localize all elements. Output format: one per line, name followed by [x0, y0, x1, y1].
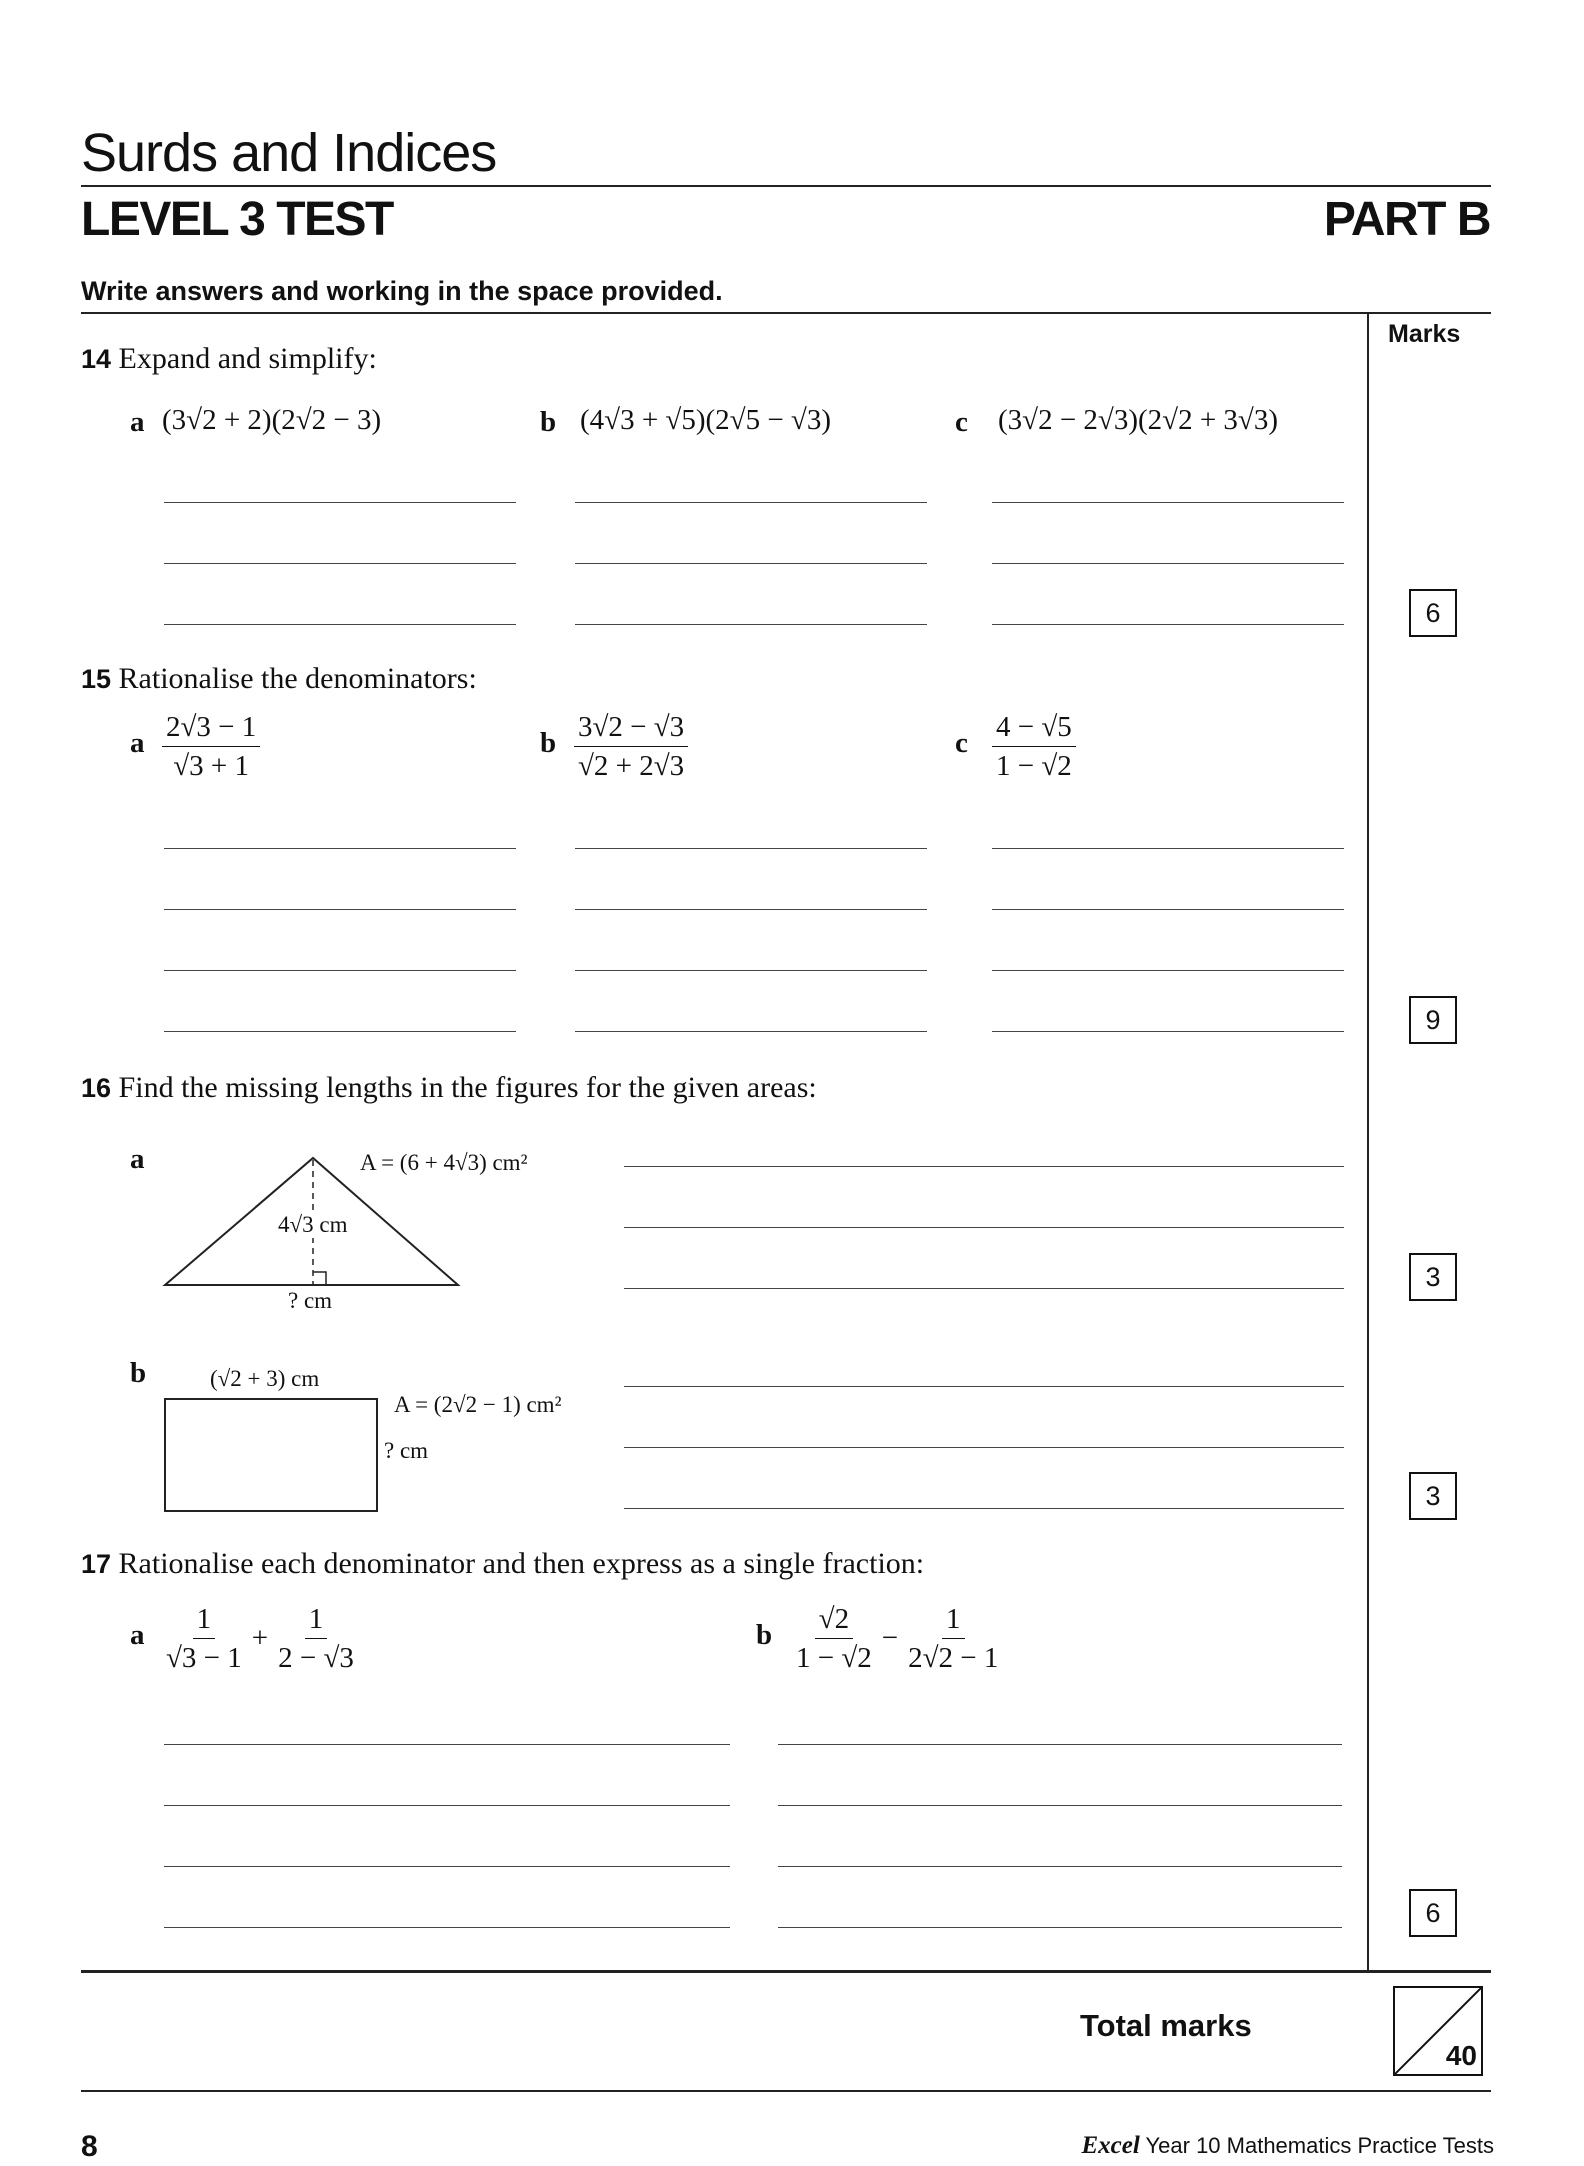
instruction-rule	[81, 312, 1491, 314]
answer-line[interactable]	[575, 563, 927, 564]
question-text: Expand and simplify:	[118, 342, 377, 375]
question-number: 14	[81, 344, 112, 374]
part-label-a: a	[130, 727, 145, 759]
part-label-a: a	[130, 406, 145, 438]
question-15	[81, 662, 477, 696]
answer-line[interactable]	[992, 1031, 1344, 1032]
operator: +	[251, 1622, 269, 1654]
numerator: 1	[193, 1600, 216, 1639]
answer-line[interactable]	[164, 970, 516, 971]
part-label-b: b	[540, 727, 557, 759]
topic-title: Surds and Indices	[81, 123, 497, 183]
fraction	[274, 1600, 358, 1677]
answer-line[interactable]	[575, 502, 927, 503]
answer-line[interactable]	[575, 1031, 927, 1032]
total-bottom-rule	[81, 2090, 1491, 2092]
answer-line[interactable]	[575, 848, 927, 849]
total-marks-box	[1393, 1986, 1483, 2076]
part-label-a: a	[130, 1143, 145, 1175]
answer-line[interactable]	[992, 909, 1344, 910]
question-text: Rationalise the denominators:	[118, 662, 477, 695]
answer-line[interactable]	[624, 1288, 1344, 1289]
answer-line[interactable]	[992, 563, 1344, 564]
denominator: 2 − √3	[278, 1642, 354, 1674]
question-number: 15	[81, 664, 112, 694]
answer-line[interactable]	[778, 1744, 1342, 1745]
answer-line[interactable]	[992, 970, 1344, 971]
part-label-a: a	[130, 1619, 145, 1651]
answer-line[interactable]	[624, 1166, 1344, 1167]
answer-line[interactable]	[992, 502, 1344, 503]
test-level-title: LEVEL 3 TEST	[81, 193, 393, 246]
part-label-c: c	[955, 406, 968, 438]
numerator: 3√2 − √3	[574, 708, 688, 747]
fraction-15a	[162, 708, 260, 785]
triangle-height-label: 4√3 cm	[278, 1212, 348, 1237]
marks-box-16b: 3	[1409, 1472, 1457, 1520]
header-rule	[81, 185, 1491, 187]
answer-line[interactable]	[164, 909, 516, 910]
answer-line[interactable]	[778, 1927, 1342, 1928]
denominator: 1 − √2	[996, 750, 1072, 782]
answer-line[interactable]	[778, 1805, 1342, 1806]
expression-14c: (3√2 − 2√3)(2√2 + 3√3)	[998, 404, 1279, 436]
denominator: 1 − √2	[796, 1642, 872, 1674]
marks-box-17: 6	[1409, 1889, 1457, 1937]
denominator: √3 + 1	[173, 750, 250, 782]
question-16	[81, 1071, 817, 1105]
marks-box-16a: 3	[1409, 1253, 1457, 1301]
fraction	[162, 1600, 246, 1677]
part-label-b: b	[130, 1357, 147, 1389]
rectangle-side-label: ? cm	[384, 1438, 429, 1463]
rectangle-width-label: (√2 + 3) cm	[210, 1366, 320, 1391]
rectangle-figure	[164, 1398, 378, 1512]
question-text: Find the missing lengths in the figures for the given areas:	[118, 1071, 817, 1104]
expression-14a: (3√2 + 2)(2√2 − 3)	[162, 404, 382, 436]
expression-17b	[792, 1600, 1002, 1677]
total-top-rule	[81, 1970, 1491, 1973]
answer-line[interactable]	[575, 624, 927, 625]
operator: −	[881, 1622, 899, 1654]
fraction-15c	[992, 708, 1076, 785]
fraction-15b	[574, 708, 688, 785]
marks-column-divider	[1367, 312, 1369, 1972]
total-marks-value: 40	[1445, 2040, 1477, 2071]
instruction-text: Write answers and working in the space provided.	[81, 276, 723, 306]
answer-line[interactable]	[164, 1744, 730, 1745]
part-label-b: b	[540, 406, 557, 438]
question-17	[81, 1547, 924, 1581]
answer-line[interactable]	[164, 1927, 730, 1928]
answer-line[interactable]	[164, 848, 516, 849]
fraction	[904, 1600, 1002, 1677]
answer-line[interactable]	[575, 970, 927, 971]
marks-box-15: 9	[1409, 996, 1457, 1044]
numerator: 2√3 − 1	[162, 708, 260, 747]
part-label-c: c	[955, 727, 968, 759]
answer-line[interactable]	[624, 1227, 1344, 1228]
triangle-base-label: ? cm	[288, 1288, 333, 1313]
marks-box-14: 6	[1409, 589, 1457, 637]
answer-line[interactable]	[164, 1866, 730, 1867]
question-text: Rationalise each denominator and then express as a single fraction:	[118, 1547, 925, 1580]
denominator: √2 + 2√3	[578, 750, 685, 782]
denominator: √3 − 1	[166, 1642, 242, 1674]
answer-line[interactable]	[164, 1031, 516, 1032]
triangle-area-label: A = (6 + 4√3) cm²	[360, 1150, 528, 1175]
answer-line[interactable]	[624, 1386, 1344, 1387]
fraction	[792, 1600, 876, 1677]
numerator: 1	[942, 1600, 965, 1639]
answer-line[interactable]	[992, 848, 1344, 849]
question-14	[81, 342, 377, 376]
answer-line[interactable]	[164, 502, 516, 503]
page-number: 8	[81, 2130, 98, 2163]
part-label: PART B	[1323, 193, 1490, 246]
answer-line[interactable]	[624, 1447, 1344, 1448]
answer-line[interactable]	[575, 909, 927, 910]
answer-line[interactable]	[164, 563, 516, 564]
rectangle-area-label: A = (2√2 − 1) cm²	[394, 1392, 562, 1417]
brand-name: Excel	[1081, 2132, 1140, 2159]
answer-line[interactable]	[164, 624, 516, 625]
marks-header: Marks	[1388, 320, 1461, 348]
denominator: 2√2 − 1	[908, 1642, 999, 1674]
answer-line[interactable]	[624, 1508, 1344, 1509]
part-label-b: b	[756, 1619, 773, 1651]
numerator: 4 − √5	[992, 708, 1076, 747]
expression-17a	[162, 1600, 358, 1677]
footer-title	[1081, 2132, 1494, 2160]
book-title: Year 10 Mathematics Practice Tests	[1145, 2133, 1494, 2158]
answer-line[interactable]	[164, 1805, 730, 1806]
numerator: 1	[305, 1600, 328, 1639]
answer-line[interactable]	[778, 1866, 1342, 1867]
numerator: √2	[815, 1600, 853, 1639]
answer-line[interactable]	[992, 624, 1344, 625]
question-number: 16	[81, 1073, 112, 1103]
question-number: 17	[81, 1549, 112, 1579]
expression-14b: (4√3 + √5)(2√5 − √3)	[580, 404, 832, 436]
total-marks-label: Total marks	[1080, 2008, 1252, 2043]
